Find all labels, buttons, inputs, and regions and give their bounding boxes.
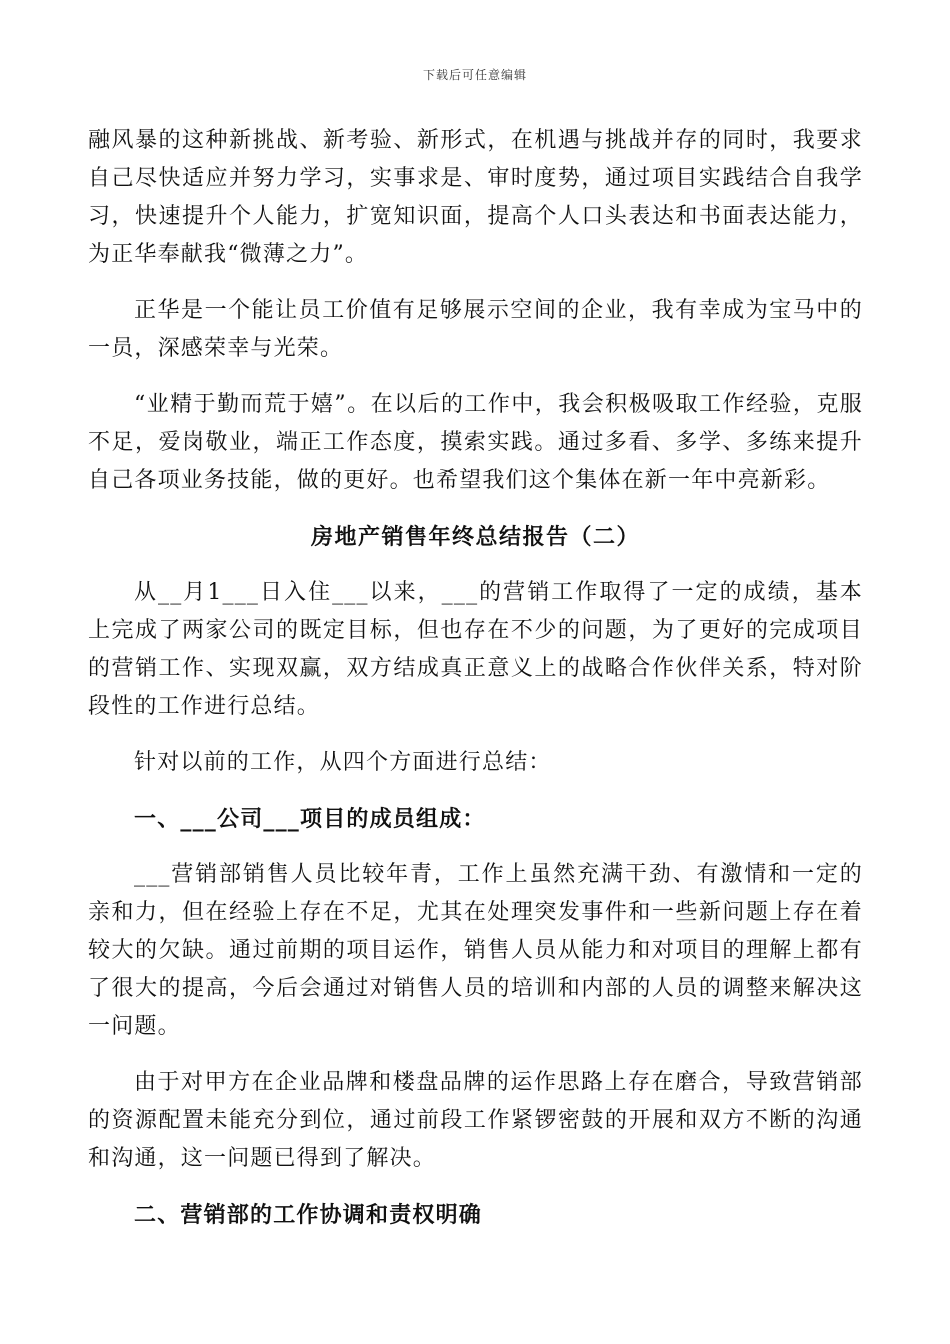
heading-2: 二、营销部的工作协调和责权明确	[134, 1202, 483, 1228]
paragraph-6: ___营销部销售人员比较年青，工作上虽然充满干劲、有激情和一定的亲和力，但在经验上存在不足，尤其在处理突发事件和一些新问题上存在着较大的欠缺。通过前期的项目运作，销售人员从能力和对项目的理解上都有了很大的提高，今后会通过对销售人员的培训和内部的人员的调整来解决这一问题。	[88, 862, 863, 1039]
paragraph-4: 从__月1___日入住___以来，___的营销工作取得了一定的成绩，基本上完成了两家公司的既定目标，但也存在不少的问题，为了更好的完成项目的营销工作、实现双赢，双方结成真正意义上的战略合作伙伴关系，特对阶段性的工作进行总结。	[88, 580, 863, 719]
heading-1: 一、___公司___项目的成员组成：	[134, 806, 486, 832]
paragraph-1: 融风暴的这种新挑战、新考验、新形式，在机遇与挑战并存的同时，我要求自己尽快适应并努力学习，实事求是、审时度势，通过项目实践结合自我学习，快速提升个人能力，扩宽知识面，提高个人口头表达和书面表达能力，为正华奉献我“微薄之力”。	[88, 128, 863, 267]
section-title: 房地产销售年终总结报告（二）	[310, 524, 640, 550]
document-body	[88, 122, 863, 1234]
paragraph-3: “业精于勤而荒于嬉”。在以后的工作中，我会积极吸取工作经验，克服不足，爱岗敬业，端正工作态度，摸索实践。通过多看、多学、多练来提升自己各项业务技能，做的更好。也希望我们这个集体在新一年中亮新彩。	[88, 392, 863, 493]
page-header: 下载后可任意编辑	[422, 68, 527, 82]
paragraph-2: 正华是一个能让员工价值有足够展示空间的企业，我有幸成为宝马中的一员，深感荣幸与光荣。	[88, 298, 863, 361]
paragraph-5: 针对以前的工作，从四个方面进行总结：	[134, 750, 552, 775]
paragraph-7: 由于对甲方在企业品牌和楼盘品牌的运作思路上存在磨合，导致营销部的资源配置未能充分到位，通过前段工作紧锣密鼓的开展和双方不断的沟通和沟通，这一问题已得到了解决。	[88, 1070, 863, 1171]
